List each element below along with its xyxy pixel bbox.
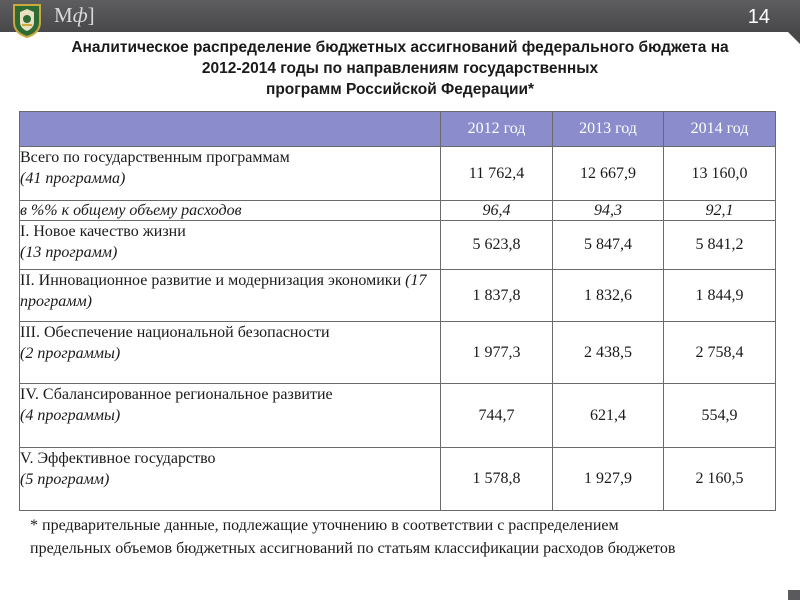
- row-label: V. Эффективное государство (5 программ): [20, 448, 441, 511]
- row-label: I. Новое качество жизни (13 программ): [20, 221, 441, 270]
- footnote: * предварительные данные, подлежащие уточнению в соответствии с распределением предельных объемов бюджетных ассигнований по статьям классификации расходов бюджетов: [30, 517, 676, 557]
- table-row: [20, 221, 776, 270]
- title-line: Аналитическое распределение бюджетных ассигнований федерального бюджета на: [71, 39, 729, 56]
- cell-value: 2 160,5: [664, 448, 776, 511]
- column-header: 2014 год: [664, 112, 776, 147]
- cell-value: 1 578,8: [441, 448, 553, 511]
- row-label: III. Обеспечение национальной безопасности (2 программы): [20, 322, 441, 384]
- cell-value: 5 623,8: [441, 221, 553, 270]
- ministry-emblem-icon: [10, 2, 44, 38]
- page-title: [20, 37, 780, 100]
- column-header: 2013 год: [553, 112, 664, 147]
- cell-value: 1 832,6: [553, 270, 664, 322]
- table-row-total: [20, 147, 776, 201]
- cell-value: 1 844,9: [664, 270, 776, 322]
- cell-value: 13 160,0: [664, 147, 776, 201]
- cell-value: 2 758,4: [664, 322, 776, 384]
- cell-value: 1 927,9: [553, 448, 664, 511]
- row-label: в %% к общему объему расходов: [20, 201, 441, 221]
- table-header-row: [20, 112, 776, 147]
- table-row: [20, 270, 776, 322]
- brand-logo-text: Мф]: [54, 3, 95, 27]
- cell-value: 11 762,4: [441, 147, 553, 201]
- column-header: [20, 112, 441, 147]
- table-row: [20, 448, 776, 511]
- table-row: [20, 384, 776, 448]
- cell-value: 1 837,8: [441, 270, 553, 322]
- cell-value: 1 977,3: [441, 322, 553, 384]
- footer-corner-decoration: [788, 590, 800, 600]
- cell-value: 2 438,5: [553, 322, 664, 384]
- cell-value: 5 841,2: [664, 221, 776, 270]
- row-label: II. Инновационное развитие и модернизация экономики (17 программ): [20, 270, 441, 322]
- table-row-share: [20, 201, 776, 221]
- column-header: 2012 год: [441, 112, 553, 147]
- cell-value: 92,1: [664, 201, 776, 221]
- row-label: Всего по государственным программам (41 программа): [20, 147, 441, 201]
- row-label: IV. Сбалансированное региональное развитие (4 программы): [20, 384, 441, 448]
- title-line: 2012-2014 годы по направлениям государственных: [201, 60, 599, 77]
- cell-value: 621,4: [553, 384, 664, 448]
- header-bar: [0, 0, 800, 32]
- cell-value: 554,9: [664, 384, 776, 448]
- table-row: [20, 322, 776, 384]
- cell-value: 96,4: [441, 201, 553, 221]
- slide-number: 14: [747, 6, 770, 28]
- cell-value: 5 847,4: [553, 221, 664, 270]
- title-line: программ Российской Федерации*: [265, 81, 535, 98]
- cell-value: 94,3: [553, 201, 664, 221]
- cell-value: 12 667,9: [553, 147, 664, 201]
- budget-table: [19, 111, 776, 511]
- cell-value: 744,7: [441, 384, 553, 448]
- header-corner-decoration: [788, 32, 800, 44]
